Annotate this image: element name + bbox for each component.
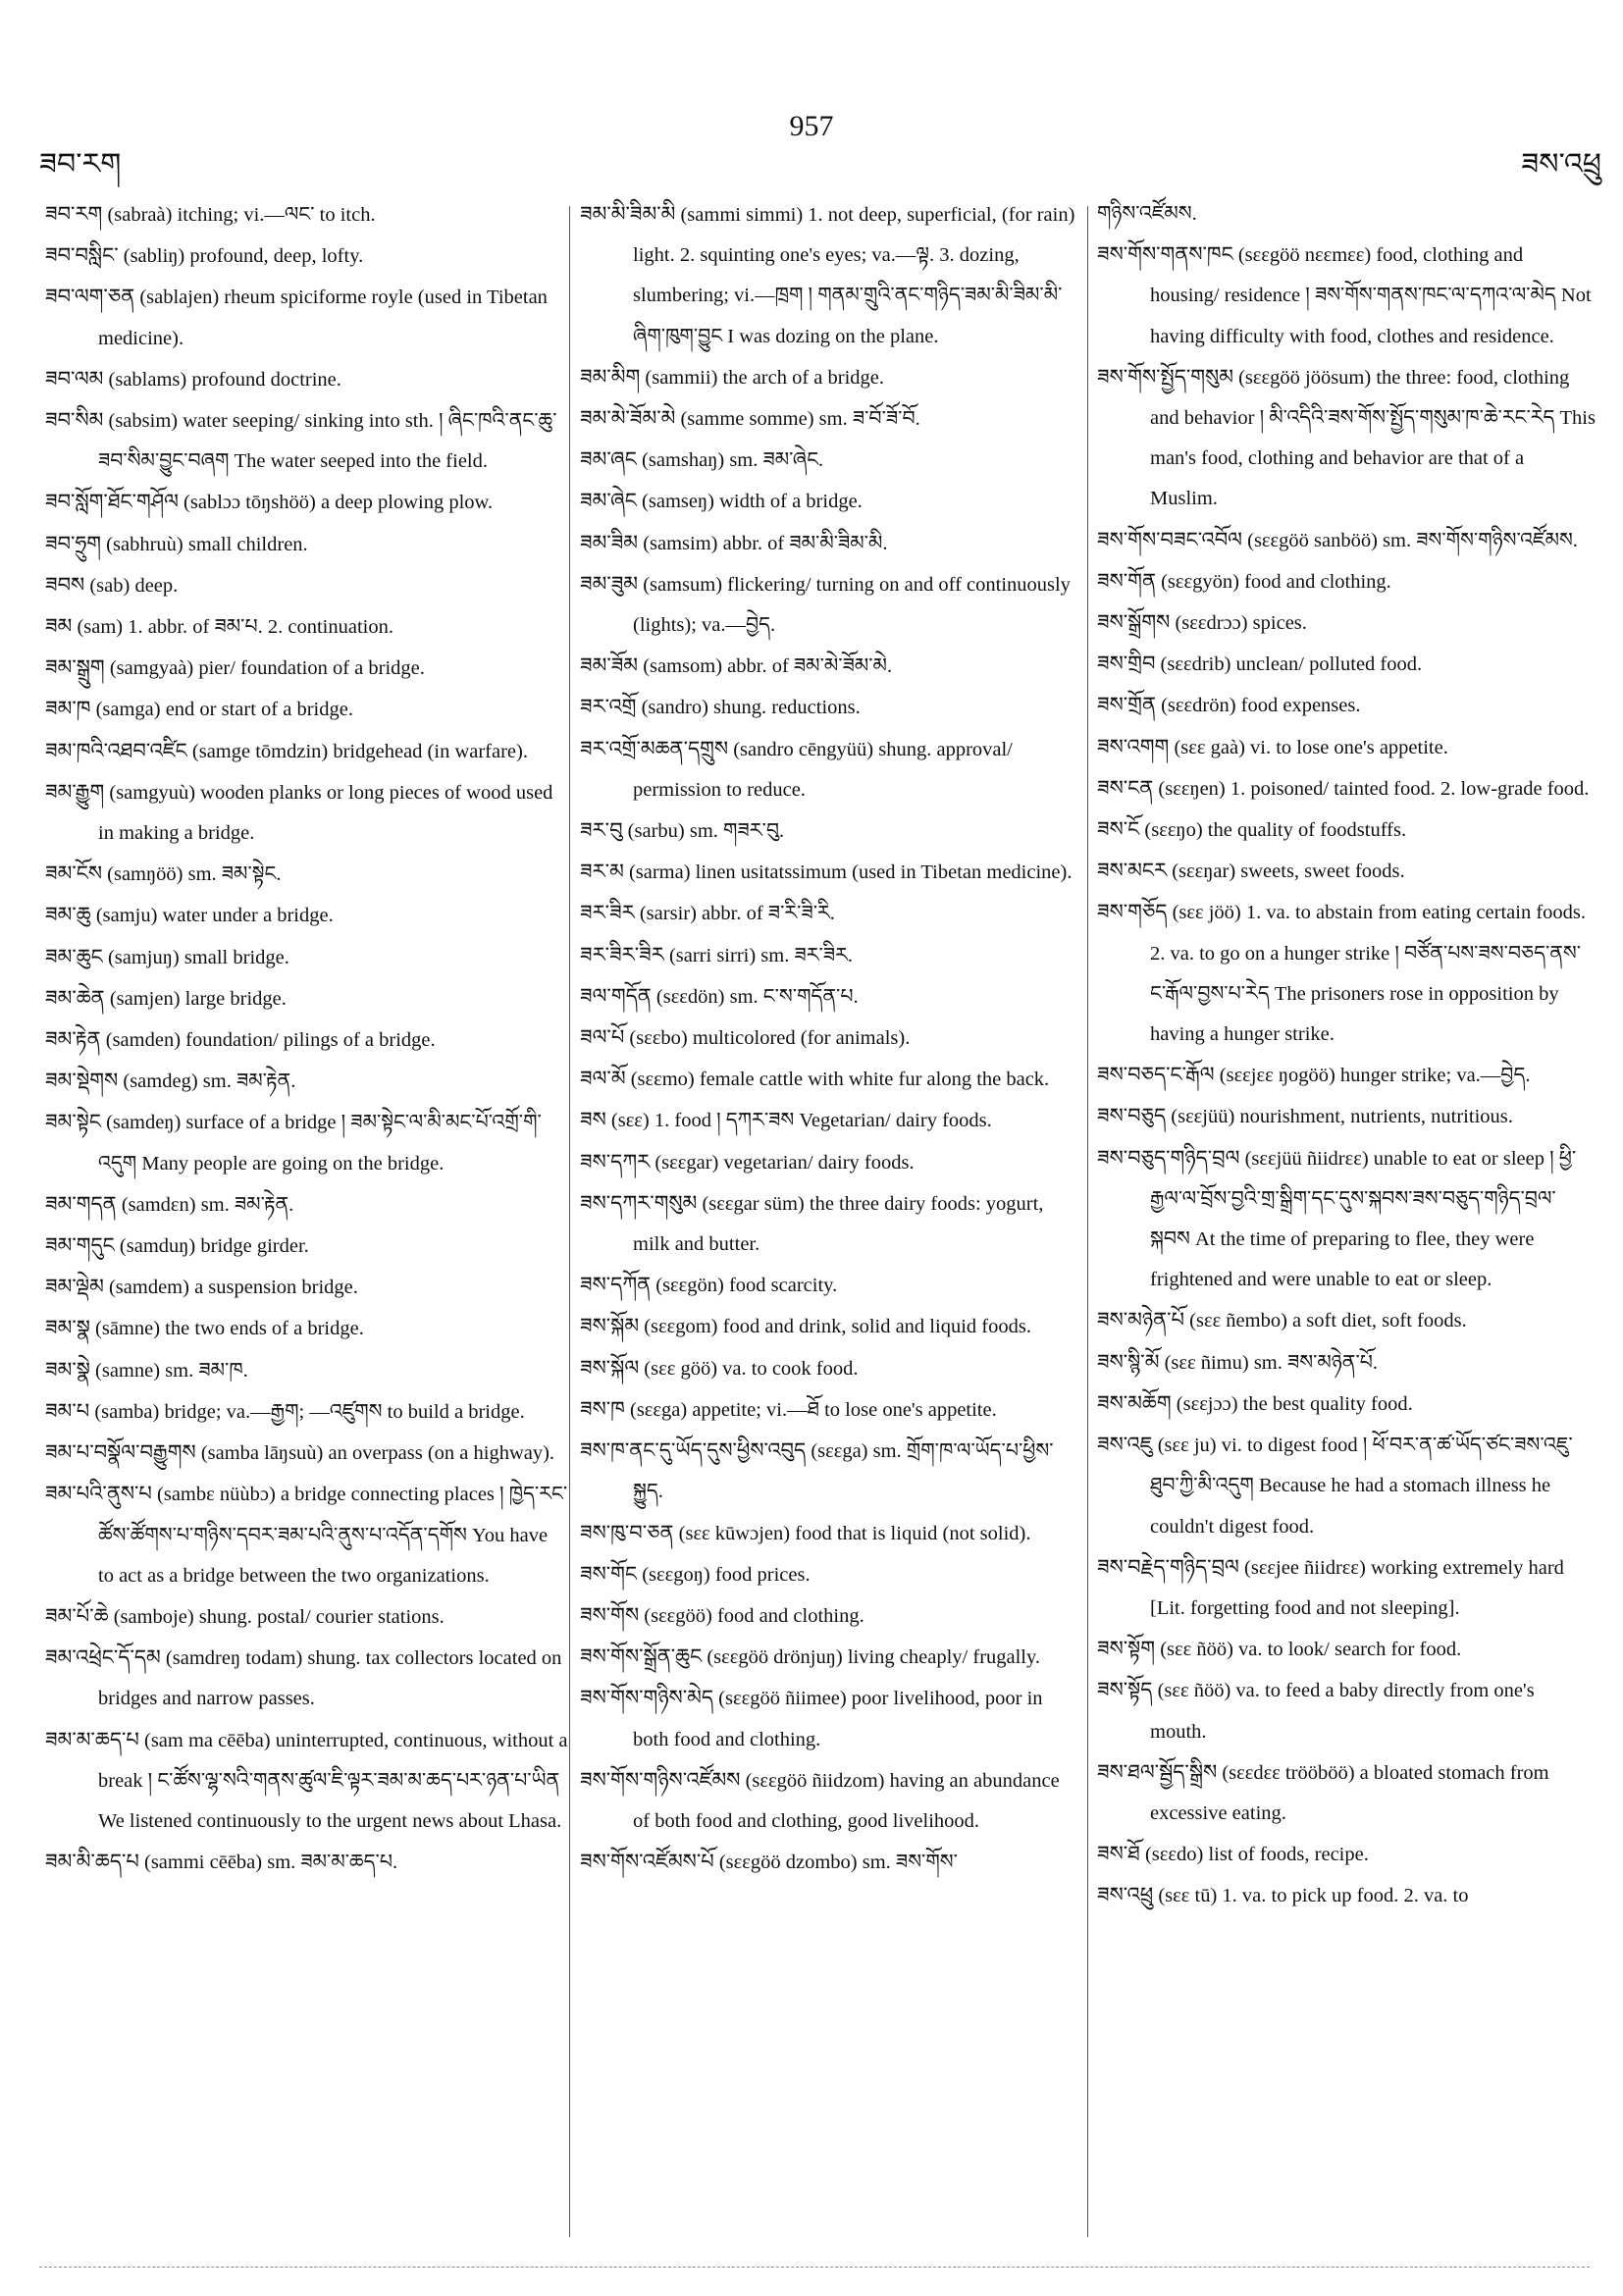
dictionary-entry: [45, 194, 568, 235]
column-divider: [1087, 206, 1088, 2237]
entry-definition: (sɛɛdön) sm. ང་ས་གདོན་པ.: [651, 985, 859, 1008]
entry-definition: (sɛɛjüü) nourishment, nutrients, nutritious.: [1166, 1106, 1513, 1128]
entry-headword: ཟམ་སྒྲུག: [45, 655, 105, 680]
entry-definition: (sandro cēngyüü) shung. approval/ permission to reduce.: [633, 738, 1013, 801]
dictionary-entry: [45, 277, 568, 358]
dictionary-entry: [45, 772, 568, 854]
entry-definition: (samdeg) sm. ཟམ་རྟེན.: [118, 1070, 296, 1093]
dictionary-entry: [580, 1595, 1080, 1637]
dictionary-entry: [45, 854, 568, 895]
dictionary-entry: [580, 1306, 1080, 1347]
dictionary-entry: [1097, 809, 1596, 851]
entry-headword: ཟམ་ཟིམ: [580, 530, 639, 554]
entry-headword: ཟམ་གདན: [45, 1191, 117, 1216]
dictionary-entry: [580, 1431, 1080, 1512]
entry-headword: ཟམ་ཁ: [45, 697, 91, 721]
entry-headword: ཟམ་པོ་ཆེ: [45, 1603, 109, 1628]
entry-definition: (sarri sirri) sm. ཟར་ཟིར.: [663, 944, 853, 966]
entry-headword: ཟམ་ཆུང: [45, 944, 103, 968]
entry-headword: ཟམ་ངོས: [45, 861, 103, 886]
entry-definition: གཉིས་འཛོམས.: [1097, 203, 1197, 225]
dictionary-entry: [45, 1720, 568, 1843]
entry-headword: ཟས་གོས་གཉིས་མེད: [580, 1686, 714, 1710]
dictionary-entry: [1097, 1875, 1596, 1916]
dictionary-entry: [45, 895, 568, 936]
entry-headword: ཟམ་རྟེན: [45, 1027, 101, 1052]
entry-definition: (sɛɛdrön) food expenses.: [1155, 695, 1361, 717]
entry-definition: (sablajen) rheum spiciforme royle (used in Tibetan medicine).: [98, 287, 548, 349]
entry-definition: (sab) deep.: [84, 574, 179, 597]
entry-headword: ཟབ་བསླིང་: [45, 243, 119, 268]
entry-headword: ཟས་ཁ་ནང་དུ་ཡོད་དུས་ཕྱིས་འབུད: [580, 1438, 807, 1463]
dictionary-entry: [45, 648, 568, 689]
entry-definition: (samjen) large bridge.: [104, 987, 287, 1010]
entry-definition: (samdem) a suspension bridge.: [103, 1277, 358, 1299]
entry-definition: (sɛɛgöö nɛɛmɛɛ) food, clothing and housing/ residence ། ཟས་གོས་གནས་ཁང་ལ་དཀའ་ལ་མེད Not having difficulty with food, clothes and residence.: [1150, 244, 1592, 347]
dictionary-entry: [45, 1350, 568, 1391]
entry-definition: (sɛɛ ñöö) va. to feed a baby directly from one's mouth.: [1150, 1680, 1535, 1743]
dictionary-entry: [1097, 1300, 1596, 1341]
entry-definition: (samge tōmdzin) bridgehead (in warfare).: [186, 740, 528, 762]
dictionary-entry: [45, 359, 568, 400]
entry-headword: ཟས་སྒྲོགས: [1097, 610, 1171, 635]
entry-headword: ཟབ་སིམ: [45, 408, 104, 433]
dictionary-entry: [580, 852, 1080, 893]
entry-definition: (sabhruù) small children.: [101, 533, 308, 555]
entry-headword: ཟས་གྲོན: [1097, 693, 1156, 717]
dictionary-entry: [580, 1100, 1080, 1141]
footer-rule: [39, 2267, 1590, 2268]
dictionary-entry: [1097, 1138, 1596, 1301]
entry-definition: (samduŋ) bridge girder.: [114, 1235, 309, 1258]
dictionary-entry: [1097, 892, 1596, 1055]
entry-definition: (samboje) shung. postal/ courier stations.: [108, 1605, 445, 1628]
entry-headword: ཟམ་ཞེང: [580, 489, 637, 513]
entry-definition: (sablɔɔ tōŋshöö) a deep plowing plow.: [178, 492, 494, 514]
entry-definition: (sɛɛga) appetite; vi.—ཐོ to lose one's appetite.: [624, 1398, 997, 1421]
entry-definition: (sarbu) sm. གཟར་བུ.: [622, 820, 785, 843]
entry-headword: ཟམ་སྡེགས: [45, 1069, 119, 1093]
entry-headword: ཟས་གོས་འཛོམས་པོ: [580, 1850, 714, 1874]
entry-headword: ཟམ: [45, 614, 73, 639]
entry-headword: ཟས་འཇུ: [1097, 1433, 1153, 1457]
entry-definition: (sabraà) itching; vi.—ལང་ to itch.: [102, 204, 376, 226]
entry-definition: (sɛɛ ñimu) sm. ཟས་མཉེན་པོ.: [1159, 1351, 1379, 1374]
entry-headword: ཟབ་སློག་ཐོང་གཤོལ: [45, 490, 179, 514]
dictionary-entry: [580, 481, 1080, 522]
entry-definition: (sɛɛdrib) unclean/ polluted food.: [1155, 653, 1423, 676]
entry-headword: ཟས་ངན: [1097, 775, 1154, 800]
dictionary-entry: [45, 1842, 568, 1883]
entry-headword: ཟས་དཀར་གསུམ: [580, 1190, 698, 1215]
dictionary-entry: [580, 646, 1080, 687]
entry-headword: ཟམ་ཞང: [580, 447, 637, 472]
entry-definition: (sarma) linen usitatssimum (used in Tibetan medicine).: [623, 861, 1073, 884]
entry-headword: ཟས་བཅུད: [1097, 1104, 1167, 1128]
entry-headword: ཟམ་ཆུ: [45, 903, 91, 927]
entry-definition: (sarsir) abbr. of ཟ་རི་ཟི་རི.: [634, 903, 835, 925]
dictionary-entry: [580, 1389, 1080, 1431]
entry-headword: ཟས་དཀར: [580, 1149, 651, 1174]
entry-headword: ཟར་ཟིར: [580, 901, 635, 925]
entry-definition: (samdreŋ todam) shung. tax collectors located on bridges and narrow passes.: [98, 1647, 562, 1710]
entry-definition: (sɛɛjee ñiidrɛɛ) working extremely hard [Lit. forgetting food and not sleeping].: [1150, 1556, 1564, 1619]
entry-definition: (sɛɛgöö sanböö) sm. ཟས་གོས་གཉིས་འཛོམས.: [1242, 529, 1578, 551]
entry-definition: (sɛɛgöö) food and clothing.: [639, 1604, 864, 1627]
entry-headword: ཟམ་གདུང: [45, 1233, 115, 1258]
dictionary-entry: [1097, 561, 1596, 602]
entry-headword: ཟས་གོས: [580, 1602, 640, 1627]
page-number: 957: [789, 110, 834, 142]
entry-headword: ཟམ་འཕྲེང་དོ་དམ: [45, 1645, 161, 1670]
entry-definition: (sɛɛgar süm) the three dairy foods: yogurt, milk and butter.: [633, 1192, 1044, 1256]
entry-headword: ཟས་དཀོན: [580, 1273, 652, 1297]
dictionary-entry: [1097, 1425, 1596, 1547]
dictionary-columns: [0, 194, 1623, 2245]
entry-headword: ཟམ་མ་ཆད་པ: [45, 1727, 139, 1751]
entry-headword: ཟམ་ཟོམ: [580, 653, 639, 678]
entry-definition: (samgyuù) wooden planks or long pieces of wood used in making a bridge.: [98, 781, 553, 845]
entry-definition: (sɛɛ kūwɔjen) food that is liquid (not solid).: [673, 1522, 1031, 1544]
entry-definition: (samme somme) sm. ཟ་བོ་ཟོ་བོ.: [675, 408, 920, 431]
dictionary-entry: [45, 689, 568, 730]
entry-definition: (sɛɛgöö dzombo) sm. ཟས་གོས་: [713, 1852, 958, 1874]
dictionary-entry: [1097, 1055, 1596, 1096]
entry-headword: ཟས་གོས་གཉིས་འཛོམས: [580, 1767, 741, 1792]
entry-headword: ཟམ་མེ་ཟོམ་མེ: [580, 406, 676, 431]
entry-headword: ཟལ་གདོན: [580, 983, 652, 1008]
dictionary-entry: [580, 440, 1080, 481]
entry-headword: ཟས་བརྗེད་གཉིད་བྲལ: [1097, 1554, 1239, 1579]
dictionary-entry: [580, 1637, 1080, 1678]
dictionary-entry: [580, 1018, 1080, 1059]
dictionary-entry: [45, 565, 568, 606]
entry-definition: (sɛɛ göö) va. to cook food.: [639, 1357, 859, 1380]
entry-definition: (sambɛ nüùbɔ) a bridge connecting places ། ཁྱེད་རང་ཚོས་ཚོགས་པ་གཉིས་དབར་ཟམ་པའི་ནུས་པ་འདོན་དགོས You have to act as a bridge between the two organizations.: [98, 1484, 568, 1587]
entry-definition: (sɛɛŋen) 1. poisoned/ tainted food. 2. low-grade food.: [1153, 777, 1590, 800]
dictionary-entry: [45, 235, 568, 277]
entry-definition: (samne) sm. ཟམ་ཁ.: [89, 1359, 248, 1382]
entry-headword: ཟས་གོས་གནས་ཁང: [1097, 242, 1233, 267]
guide-word-right: ཟས་འཕྲུ: [1521, 148, 1601, 181]
entry-headword: ཟལ་མོ: [580, 1067, 626, 1091]
dictionary-entry: [580, 976, 1080, 1018]
dictionary-entry: [45, 1308, 568, 1349]
entry-definition: (sɛɛgar) vegetarian/ dairy foods.: [650, 1151, 915, 1174]
entry-headword: ཟམ་རྒྱུག: [45, 779, 105, 804]
entry-headword: ཟལ་པོ: [580, 1025, 625, 1050]
entry-definition: (sɛɛ) 1. food ། དཀར་ཟས Vegetarian/ dairy foods.: [605, 1110, 992, 1132]
entry-headword: ཟམ་པ: [45, 1398, 90, 1423]
dictionary-entry: [1097, 1547, 1596, 1629]
entry-definition: (sɛɛmo) female cattle with white fur along the back.: [625, 1069, 1050, 1091]
column-3: [1097, 194, 1596, 2245]
entry-definition: (sandro) shung. reductions.: [636, 697, 861, 719]
dictionary-entry: [1097, 602, 1596, 644]
entry-definition: (samdɛn) sm. ཟམ་རྟེན.: [116, 1193, 294, 1216]
dictionary-entry: [580, 357, 1080, 398]
entry-headword: ཟམ་སྣེ: [45, 1357, 90, 1382]
entry-headword: ཟམ་ཆེན: [45, 985, 105, 1010]
entry-headword: ཟམ་ཟུམ: [580, 571, 639, 596]
entry-definition: (sɛɛdrɔɔ) spices.: [1170, 612, 1307, 635]
entry-headword: ཟས: [580, 1108, 606, 1132]
dictionary-entry: [1097, 727, 1596, 768]
entry-headword: ཟས་ཁུ་བ་ཅན: [580, 1520, 674, 1544]
entry-headword: ཟས་མངར: [1097, 859, 1168, 883]
dictionary-entry: [1097, 235, 1596, 357]
dictionary-entry: [45, 937, 568, 978]
dictionary-entry: [580, 523, 1080, 564]
entry-headword: ཟས་གོས་བཟང་འབོལ: [1097, 527, 1242, 551]
dictionary-entry: [45, 1596, 568, 1638]
guide-word-left: ཟབ་རག: [39, 148, 122, 181]
entry-definition: (sɛɛ tū) 1. va. to pick up food. 2. va. to: [1153, 1885, 1469, 1907]
entry-headword: ཟས་སྟོག: [1097, 1637, 1156, 1661]
entry-headword: ཟམ་མི་ཆད་པ: [45, 1850, 139, 1874]
entry-definition: (sɛɛgoŋ) food prices.: [637, 1563, 811, 1586]
entry-definition: (sammii) the arch of a bridge.: [640, 366, 885, 389]
entry-headword: ཟས་གོས་སྒྲོན་ཆུང: [580, 1644, 703, 1669]
entry-headword: ཟས་ངོ: [1097, 817, 1140, 842]
entry-headword: ཟས་མཉེན་པོ: [1097, 1308, 1185, 1332]
entry-headword: ཟས་གོས་སྤྱོད་གསུམ: [1097, 364, 1233, 389]
entry-headword: ཟས་ཐལ་སྦྱོད་སྒྲིས: [1097, 1759, 1218, 1784]
entry-headword: ཟམ་སྟེང: [45, 1110, 101, 1134]
dictionary-entry: [45, 1638, 568, 1719]
entry-headword: ཟས་གོན: [1097, 568, 1156, 593]
entry-definition: (sɛɛgöö ñiidzom) having an abundance of both food and clothing, good livelihood.: [633, 1769, 1060, 1832]
dictionary-entry: [580, 729, 1080, 810]
entry-headword: ཟབ་ལམ: [45, 366, 104, 391]
entry-headword: ཟར་འགྲོ: [580, 695, 637, 719]
entry-definition: (sɛɛgyön) food and clothing.: [1155, 570, 1391, 593]
dictionary-entry: [45, 1226, 568, 1267]
dictionary-entry: [45, 606, 568, 648]
entry-definition: (samsom) abbr. of ཟམ་མེ་ཟོམ་མེ.: [638, 655, 893, 678]
entry-headword: ཟས་གཅོད: [1097, 900, 1168, 924]
dictionary-entry: [45, 1267, 568, 1308]
entry-definition: (samgyaà) pier/ foundation of a bridge.: [104, 657, 425, 680]
entry-definition: (sam ma cēēba) uninterrupted, continuous, without a break ། ང་ཚོས་ལྷ་སའི་གནས་ཚུལ་ཇི་ལྟར་ཟམ་མ་ཆད་པར་ཉན་པ་ཡིན We listened continuously to the urgent news about Lhasa.: [98, 1729, 568, 1832]
entry-headword: ཟས་སྟོད: [1097, 1678, 1153, 1702]
dictionary-entry: [45, 1474, 568, 1596]
entry-definition: (sɛɛgöö ñiimee) poor livelihood, poor in both food and clothing.: [633, 1688, 1043, 1750]
column-2: [580, 194, 1080, 2245]
entry-headword: ཟར་ཟིར་ཟིར: [580, 942, 664, 966]
column-1: [45, 194, 568, 2245]
entry-headword: ཟབ་ལག་ཅན: [45, 285, 135, 309]
entry-definition: (samjuŋ) small bridge.: [102, 946, 289, 968]
entry-headword: ཟས་བཅད་ང་རྒོལ: [1097, 1063, 1215, 1087]
dictionary-entry: [580, 1142, 1080, 1183]
dictionary-entry: [580, 398, 1080, 440]
entry-definition: (sɛɛjɔɔ) the best quality food.: [1171, 1392, 1413, 1415]
entry-definition: (sɛɛ gaà) vi. to lose one's appetite.: [1169, 736, 1448, 758]
entry-headword: ཟས་གོང: [580, 1561, 638, 1586]
dictionary-entry: [580, 1842, 1080, 1883]
entry-definition: (sɛɛ jöö) 1. va. to abstain from eating certain foods. 2. va. to go on a hunger strike ། བཙོན་པས་ཟས་བཅད་ནས་ང་རྒོལ་བྱས་པ་རེད The prisoners rose in opposition by having a hunger strike.: [1150, 902, 1587, 1046]
dictionary-entry: [580, 194, 1080, 357]
entry-definition: (sɛɛdɛɛ trööböö) a bloated stomach from excessive eating.: [1150, 1761, 1549, 1824]
entry-definition: (sɛɛ ñöö) va. to look/ search for food.: [1155, 1639, 1462, 1661]
entry-definition: (sɛɛbo) multicolored (for animals).: [624, 1027, 911, 1050]
entry-definition: (sam) 1. abbr. of ཟམ་པ. 2. continuation.: [72, 616, 393, 639]
entry-headword: ཟས་བཅུད་གཉིད་བྲལ: [1097, 1145, 1240, 1170]
entry-definition: (sɛɛ ju) vi. to digest food ། ཕོ་བར་ན་ཚ་ཡོད་ཙང་ཟས་འཇུ་ཐུབ་ཀྱི་མི་འདུག Because he had a stomach illness he couldn't digest food.: [1150, 1435, 1573, 1538]
dictionary-entry: [580, 1265, 1080, 1306]
dictionary-entry: [580, 1554, 1080, 1595]
entry-definition: (samsum) flickering/ turning on and off continuously (lights); va.—བྱེད.: [633, 573, 1071, 637]
dictionary-entry: [580, 564, 1080, 646]
entry-definition: (samŋöö) sm. ཟམ་སྟེང.: [102, 863, 282, 886]
entry-definition: (samdeŋ) surface of a bridge ། ཟམ་སྟེང་ལ་མི་མང་པོ་འགྲོ་གི་འདུག Many people are going on the bridge.: [98, 1112, 542, 1174]
entry-definition: (sammi cēēba) sm. ཟམ་མ་ཆད་པ.: [138, 1852, 398, 1874]
dictionary-entry: [1097, 1096, 1596, 1137]
dictionary-entry: [580, 893, 1080, 934]
entry-definition: (sɛɛgön) food scarcity.: [651, 1275, 838, 1297]
entry-headword: ཟམ་ཁའི་འཐབ་འཛིང: [45, 738, 187, 762]
entry-headword: ཟབས: [45, 572, 85, 597]
entry-definition: (sɛɛgöö jöösum) the three: food, clothing and behavior ། མི་འདིའི་ཟས་གོས་སྤྱོད་གསུམ་ཁ་ཆེ་རང་རེད This man's food, clothing and behavior are that of a Muslim.: [1150, 366, 1596, 510]
dictionary-entry: [1097, 768, 1596, 809]
entry-headword: ཟས་ཁ: [580, 1396, 625, 1421]
entry-definition: (sɛɛgom) food and drink, solid and liquid foods.: [639, 1316, 1031, 1338]
entry-definition: (sabliŋ) profound, deep, lofty.: [118, 245, 364, 268]
entry-definition: (samga) end or start of a bridge.: [90, 699, 353, 721]
dictionary-entry: [45, 1061, 568, 1102]
entry-definition: (samba lāŋsuù) an overpass (on a highway).: [195, 1442, 555, 1465]
dictionary-entry: [580, 687, 1080, 728]
dictionary-entry: [580, 810, 1080, 852]
dictionary-entry: [1097, 851, 1596, 892]
entry-headword: ཟས་སྙི་མོ: [1097, 1349, 1160, 1374]
entry-headword: ཟམ་མི་ཟིམ་མི: [580, 202, 676, 226]
entry-headword: ཟམ་མིག: [580, 364, 641, 389]
entry-headword: ཟར་མ: [580, 860, 624, 884]
dictionary-entry: [580, 1760, 1080, 1842]
dictionary-entry: [45, 731, 568, 772]
entry-definition: (samshaŋ) sm. ཟམ་ཞེང.: [636, 449, 824, 472]
entry-definition: (sāmne) the two ends of a bridge.: [89, 1318, 364, 1340]
dictionary-entry: [1097, 1670, 1596, 1751]
entry-definition: (samseŋ) width of a bridge.: [636, 491, 863, 513]
entry-headword: ཟས་སྐོལ: [580, 1355, 640, 1380]
dictionary-entry: [1097, 1752, 1596, 1834]
dictionary-entry: [1097, 1342, 1596, 1383]
dictionary-entry: [45, 1019, 568, 1061]
entry-definition: (sabsim) water seeping/ sinking into sth. ། ཞིང་ཁའི་ནང་ཆུ་ཟབ་སིམ་བྱུང་བཞག The water seeped into the field.: [98, 410, 557, 473]
dictionary-entry: [1097, 194, 1596, 235]
entry-headword: ཟམ་ལྡེམ: [45, 1275, 104, 1299]
dictionary-entry: [45, 524, 568, 565]
entry-headword: ཟབ་ཧྲུག: [45, 531, 102, 555]
dictionary-entry: [45, 482, 568, 523]
dictionary-entry: [580, 1513, 1080, 1554]
entry-definition: (sɛɛjüü ñiidrɛɛ) unable to eat or sleep ། ཕྱི་རྒྱལ་ལ་བྲོས་བྱའི་གྲ་སྒྲིག་དང་དུས་སྐབས་ཟས་བཅུད་གཉིད་བྲལ་སྐབས At the time of preparing to flee, they were frightened and were unable to eat or sleep.: [1150, 1147, 1577, 1291]
entry-definition: (sɛɛjɛɛ ŋogöö) hunger strike; va.—བྱེད.: [1214, 1065, 1531, 1087]
entry-definition: (sɛɛŋar) sweets, sweet foods.: [1167, 861, 1405, 883]
dictionary-entry: [1097, 1834, 1596, 1875]
entry-headword: ཟམ་པའི་ནུས་པ: [45, 1482, 152, 1506]
entry-headword: ཟམ་སྣ: [45, 1316, 90, 1340]
dictionary-entry: [1097, 1629, 1596, 1670]
dictionary-entry: [45, 400, 568, 482]
dictionary-entry: [1097, 685, 1596, 726]
entry-headword: ཟར་བུ: [580, 818, 623, 843]
entry-definition: (sammi simmi) 1. not deep, superficial, (for rain) light. 2. squinting one's eyes; va.—ལྟ. 3. dozing, slumbering; vi.—ཁྲག ། གནམ་གྲུའི་ནང་གཉིད་ཟམ་མི་ཟིམ་མི་ཞིག་ཁུག་བྱུང I was dozing on the plane.: [633, 204, 1075, 347]
dictionary-entry: [580, 1059, 1080, 1100]
entry-definition: (samba) bridge; va.—རྒྱག; —འཛུགས to build a bridge.: [89, 1400, 525, 1423]
entry-definition: (sɛɛŋo) the quality of foodstuffs.: [1139, 819, 1407, 842]
dictionary-entry: [580, 1183, 1080, 1265]
entry-headword: ཟས་གྲིབ: [1097, 652, 1156, 676]
entry-definition: (samsim) abbr. of ཟམ་མི་ཟིམ་མི.: [638, 532, 888, 554]
entry-headword: ཟམ་པ་བསྣོལ་བརྒྱུགས: [45, 1440, 196, 1465]
dictionary-entry: [45, 1102, 568, 1183]
dictionary-entry: [580, 935, 1080, 976]
entry-headword: ཟས་སྐོམ: [580, 1314, 640, 1338]
entry-headword: ཟས་ཐོ: [1097, 1842, 1140, 1866]
entry-definition: (samju) water under a bridge.: [90, 905, 334, 927]
entry-definition: (sɛɛgöö drönjuŋ) living cheaply/ frugally.: [702, 1646, 1041, 1669]
dictionary-entry: [45, 978, 568, 1019]
entry-definition: (samden) foundation/ pilings of a bridge.: [100, 1029, 436, 1052]
entry-headword: ཟབ་རག: [45, 202, 103, 226]
dictionary-entry: [1097, 520, 1596, 561]
dictionary-entry: [1097, 644, 1596, 685]
column-divider: [569, 206, 570, 2237]
dictionary-entry: [45, 1391, 568, 1433]
entry-definition: (sɛɛdo) list of foods, recipe.: [1139, 1844, 1369, 1866]
entry-definition: (sablams) profound doctrine.: [103, 368, 341, 391]
entry-definition: (sɛɛ ñembo) a soft diet, soft foods.: [1184, 1310, 1467, 1332]
page-header: [0, 98, 1623, 181]
dictionary-entry: [580, 1678, 1080, 1759]
dictionary-entry: [1097, 1383, 1596, 1425]
dictionary-entry: [45, 1433, 568, 1474]
dictionary-entry: [580, 1348, 1080, 1389]
entry-headword: ཟས་མཆོག: [1097, 1390, 1172, 1415]
entry-headword: ཟས་འགག: [1097, 734, 1170, 758]
entry-definition: (sɛɛga) sm. གྲོག་ཁ་ལ་ཡོད་པ་ཕྱིས་སྐྱུད.: [633, 1440, 1054, 1503]
dictionary-entry: [45, 1184, 568, 1226]
entry-headword: ཟར་འགྲོ་མཆན་དགྲུས: [580, 736, 729, 760]
dictionary-entry: [1097, 357, 1596, 520]
entry-headword: ཟས་འཕྲུ: [1097, 1883, 1154, 1907]
